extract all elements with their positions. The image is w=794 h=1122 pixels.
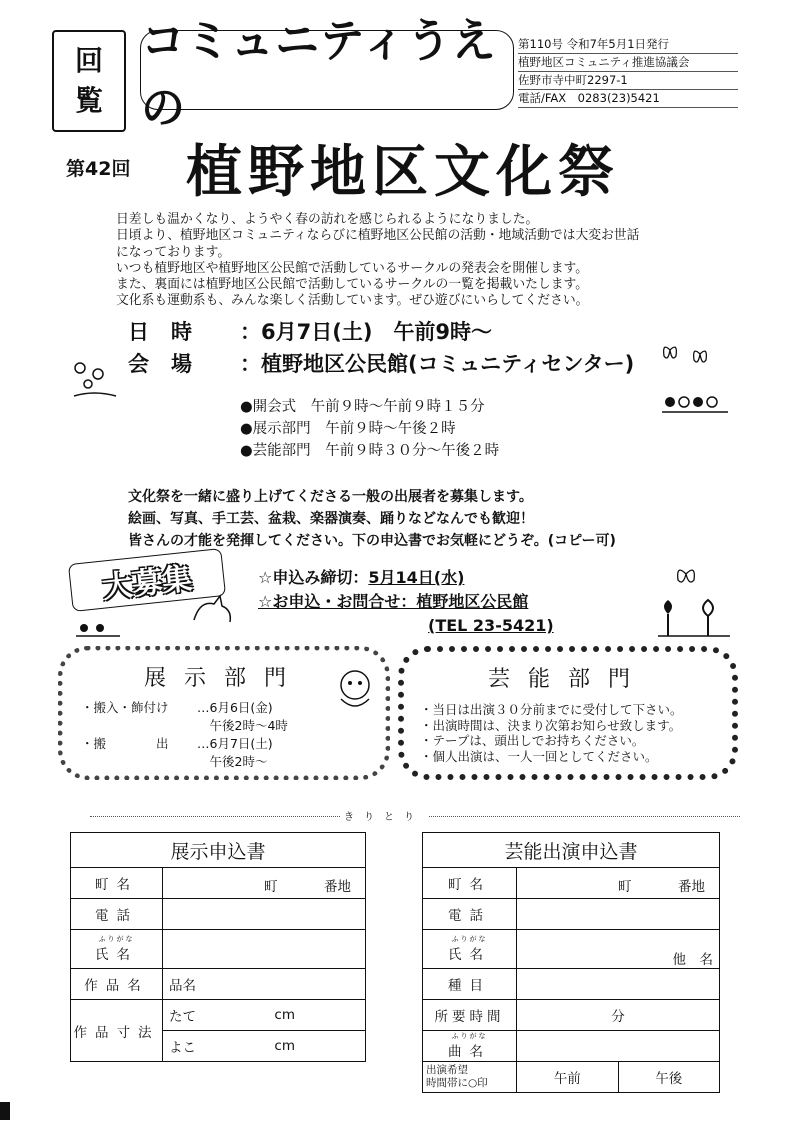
exhibit-key (81, 753, 197, 771)
height-label: たて (169, 1009, 196, 1025)
town-suffix: 町 (264, 879, 278, 895)
pm-option[interactable] (618, 1062, 720, 1093)
song-field[interactable] (517, 1031, 720, 1062)
exhibit-section (58, 646, 390, 780)
intro-line: また、裏面には植野地区公民館で活動しているサークルの一覧を掲載いたします。 (116, 277, 589, 293)
furigana-label: ふりがな (451, 1032, 488, 1040)
exhibit-value: …6月6日(金) (197, 700, 273, 715)
tulip-icon (656, 596, 732, 640)
date-value: ：6月7日(土) 午前9時～ (240, 320, 493, 344)
banchi-label: 番地 (678, 879, 705, 895)
width-unit: cm (274, 1038, 295, 1054)
time-pref-line1: 出演希望 (426, 1064, 468, 1076)
program-item: ●開会式 午前９時～午前９時１５分 (240, 399, 485, 415)
pm-label: 午後 (655, 1071, 683, 1087)
cat-icon (190, 590, 236, 626)
deadline-date: 5月14日(水) (368, 568, 465, 587)
venue-label: 会場 (128, 352, 214, 376)
song-label-cell (423, 1031, 517, 1062)
size-label: 作品寸法 (71, 1000, 163, 1062)
publisher: 植野地区コミュニティ推進協議会 (518, 54, 738, 72)
name-label: 氏名 (95, 947, 138, 963)
exhibit-section-title: 展示部門 (143, 666, 304, 691)
minutes-label: 分 (611, 1009, 625, 1025)
work-name-hint: 品名 (169, 978, 196, 994)
flower-icon (74, 620, 124, 640)
butterfly-icon (672, 562, 712, 586)
flower-icon (70, 356, 120, 402)
exhibit-key (81, 717, 197, 735)
exhibit-value: 午後2時～4時 (197, 718, 288, 733)
phone-label: 電話 (71, 899, 163, 930)
exhibit-schedule (81, 699, 288, 771)
contact-tel: (TEL 23-5421) (428, 616, 554, 635)
venue-value: ：植野地区公民館(コミュニティセンター) (240, 352, 635, 376)
intro-line: 日差しも温かくなり、ようやく春の訪れを感じられるようになりました。 (116, 212, 539, 227)
deadline-info (258, 566, 554, 638)
others-label: 他 名 (672, 952, 713, 968)
address: 佐野市寺中町2297-1 (518, 72, 738, 90)
banchi-label: 番地 (324, 879, 351, 895)
butterfly-icon (660, 340, 720, 370)
exhibit-form-title: 展示申込書 (71, 833, 366, 868)
daiboshu-sign: 大募集 (68, 548, 226, 612)
program-item: ●芸能部門 午前９時３０分～午後２時 (240, 443, 500, 459)
mascot-icon (331, 665, 379, 715)
contact-line: ☆お申込・お問合せ：植野地区公民館 (258, 592, 529, 611)
time-pref-label (423, 1062, 517, 1093)
intro-line: になっております。 (116, 244, 231, 260)
exhibit-form (70, 832, 366, 1062)
work-name-field[interactable] (163, 969, 366, 1000)
town-field[interactable] (163, 868, 366, 899)
intro-line: 文化系も運動系も、みんな楽しく活動しています。ぜひ遊びにいらしてください。 (116, 293, 589, 309)
flower-icon (660, 392, 730, 414)
intro-text (116, 212, 736, 310)
song-label: 曲名 (448, 1044, 491, 1060)
perform-notes (420, 702, 683, 764)
type-label: 種目 (423, 969, 517, 1000)
name-label-cell (423, 930, 517, 969)
issue-number: 第110号 令和7年5月1日発行 (518, 36, 738, 54)
time-pref-line2: 時間帯に○印 (426, 1077, 488, 1089)
perform-form (422, 832, 720, 1093)
edition-label: 第42回 (66, 158, 131, 180)
width-label: よこ (169, 1040, 196, 1056)
recruit-line: 絵画、写真、手工芸、盆栽、楽器演奏、踊りなどなんでも歓迎！ (128, 511, 534, 527)
cut-label: きりとり (340, 808, 428, 823)
name-field[interactable] (517, 930, 720, 969)
program-list (240, 396, 499, 462)
main-title: 植野地区文化祭 (186, 140, 620, 205)
height-field[interactable] (163, 1000, 366, 1031)
recruit-line: 皆さんの才能を発揮してください。下の申込書でお気軽にどうぞ。(コピー可) (128, 533, 616, 549)
date-label: 日時 (128, 320, 214, 344)
am-label: 午前 (553, 1071, 581, 1087)
kairan-top: 回 (74, 44, 103, 77)
perform-note: ・出演時間は、決まり次第お知らせ致します。 (420, 717, 682, 733)
program-item: ●展示部門 午前９時～午後２時 (240, 421, 456, 437)
town-label: 町名 (423, 868, 517, 899)
perform-note: ・当日は出演３０分前までに受付して下さい。 (420, 702, 683, 717)
exhibit-value: 午後2時～ (197, 754, 268, 769)
kairan-badge (52, 30, 126, 132)
furigana-label: ふりがな (451, 935, 488, 943)
deadline-prefix: ☆申込み締切： (258, 568, 369, 587)
duration-label: 所要時間 (423, 1000, 517, 1031)
issue-info (518, 36, 738, 108)
perform-note: ・個人出演は、一人一回としてください。 (420, 748, 658, 764)
masthead (140, 14, 514, 136)
type-field[interactable] (517, 969, 720, 1000)
kairan-bottom: 覧 (74, 84, 103, 117)
intro-line: いつも植野地区や植野地区公民館で活動しているサークルの発表会を開催します。 (116, 260, 589, 276)
name-label: 氏名 (448, 947, 491, 963)
work-name-label: 作品名 (71, 969, 163, 1000)
exhibit-value: …6月7日(土) (197, 736, 273, 751)
town-field[interactable] (517, 868, 720, 899)
perform-form-title: 芸能出演申込書 (423, 833, 720, 868)
perform-section (398, 646, 738, 780)
am-option[interactable] (517, 1062, 619, 1093)
town-suffix: 町 (618, 879, 632, 895)
furigana-label: ふりがな (98, 935, 135, 943)
exhibit-key: ・搬 出 (81, 736, 169, 751)
phone-label: 電話 (423, 899, 517, 930)
height-unit: cm (274, 1007, 295, 1023)
width-field[interactable] (163, 1031, 366, 1062)
masthead-title: コミュニティうえの (141, 14, 497, 136)
name-field[interactable] (163, 930, 366, 969)
recruit-line: 文化祭を一緒に盛り上げてくださる一般の出展者を募集します。 (128, 489, 533, 505)
duration-field[interactable] (517, 1000, 720, 1031)
phone-field[interactable] (517, 899, 720, 930)
recruit-text (128, 486, 616, 552)
perform-note: ・テープは、頭出しでお持ちください。 (420, 733, 645, 748)
phone: 電話/FAX 0283(23)5421 (518, 90, 738, 108)
town-label: 町名 (71, 868, 163, 899)
name-label-cell (71, 930, 163, 969)
phone-field[interactable] (163, 899, 366, 930)
schedule (128, 316, 634, 380)
exhibit-key: ・搬入・飾付け (81, 700, 169, 715)
perform-section-title: 芸能部門 (487, 667, 648, 692)
intro-line: 日頃より、植野地区コミュニティならびに植野地区公民館の活動・地域活動では大変お世話 (116, 228, 640, 244)
scan-edge-mark (0, 1102, 10, 1120)
